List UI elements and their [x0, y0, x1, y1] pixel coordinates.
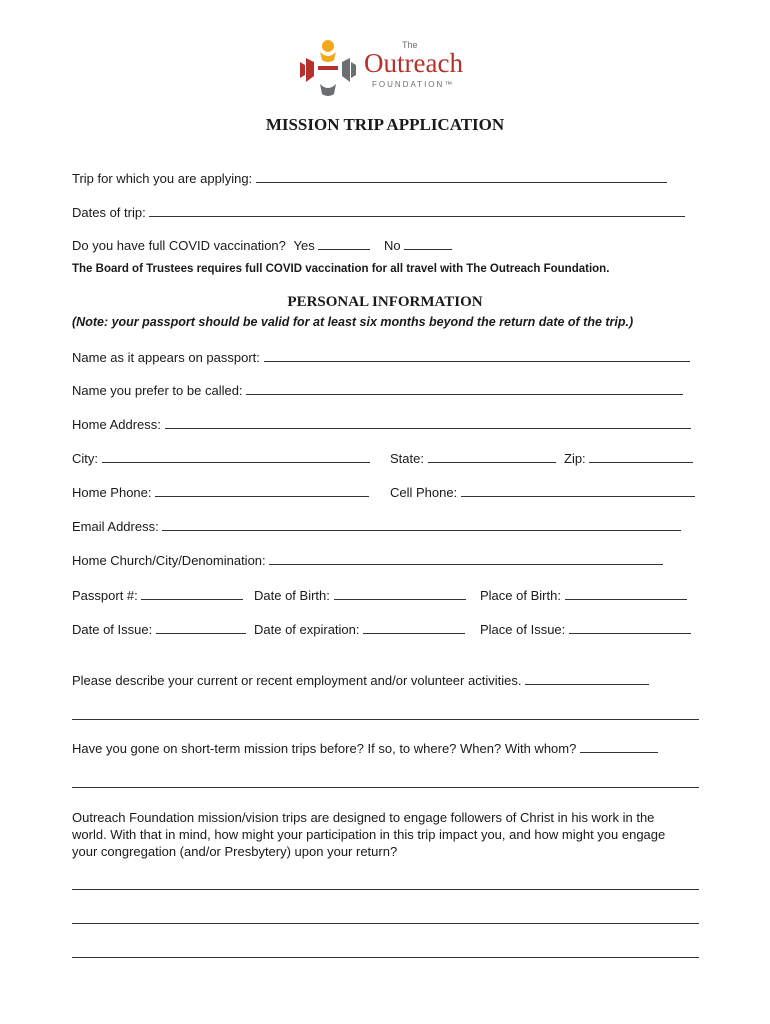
employment-question-text: Please describe your current or recent employment and/or volunteer activities. — [72, 673, 522, 688]
issue-date-field — [72, 622, 246, 638]
covid-yes-input-line[interactable] — [318, 238, 370, 250]
passport-number-field — [72, 588, 243, 604]
logo-foundation-text: FOUNDATION™ — [372, 80, 455, 89]
covid-requirement-notice: The Board of Trustees requires full COVID vaccination for all travel with The Outreach Foundation. — [72, 263, 610, 275]
pob-input-line[interactable] — [565, 588, 687, 600]
home-phone-label: Home Phone: — [72, 485, 152, 500]
church-input-line[interactable] — [269, 553, 663, 565]
covid-label: Do you have full COVID vaccination? — [72, 238, 286, 253]
email-field — [72, 519, 681, 535]
passport-number-label: Passport #: — [72, 588, 138, 603]
past-trips-question-text: Have you gone on short-term mission trips before? If so, to where? When? With whom? — [72, 741, 577, 756]
expiration-input-line[interactable] — [363, 622, 465, 634]
vision-question-text: Outreach Foundation mission/vision trips are designed to engage followers of Christ in his work in the world. With that in mind, how might your participation in this trip impact you, and how might you engage your congregation (and/or Presbytery) upon your return? — [72, 810, 666, 859]
city-input-line[interactable] — [102, 451, 370, 463]
preferred-name-field — [72, 383, 683, 399]
past-trips-question — [72, 741, 658, 757]
covid-field — [72, 238, 452, 254]
covid-no-label: No — [383, 238, 401, 253]
past-trips-answer-line[interactable] — [72, 787, 699, 788]
address-input-line[interactable] — [165, 417, 691, 429]
preferred-name-label: Name you prefer to be called: — [72, 383, 243, 398]
dob-label: Date of Birth: — [254, 588, 330, 603]
logo-the-text: The — [402, 40, 418, 50]
pob-label: Place of Birth: — [480, 588, 561, 603]
page-title: MISSION TRIP APPLICATION — [265, 115, 505, 134]
employment-answer-line[interactable] — [72, 719, 699, 720]
dob-field — [254, 588, 466, 604]
email-label: Email Address: — [72, 519, 159, 534]
zip-field — [564, 451, 693, 467]
email-input-line[interactable] — [162, 519, 681, 531]
state-field — [390, 451, 556, 467]
covid-yes-label: Yes — [293, 238, 315, 253]
passport-number-input-line[interactable] — [141, 588, 243, 600]
home-phone-field — [72, 485, 369, 501]
preferred-name-input-line[interactable] — [246, 383, 683, 395]
logo-outreach-text: Outreach — [364, 48, 463, 78]
state-input-line[interactable] — [428, 451, 556, 463]
personal-info-heading: PERSONAL INFORMATION — [287, 294, 483, 310]
employment-input-line[interactable] — [525, 673, 649, 685]
dates-input-line[interactable] — [149, 205, 685, 217]
trip-input-line[interactable] — [256, 171, 667, 183]
passport-name-field — [72, 350, 690, 366]
trip-field — [72, 171, 667, 187]
home-phone-input-line[interactable] — [155, 485, 369, 497]
address-field — [72, 417, 691, 433]
expiration-label: Date of expiration: — [254, 622, 360, 637]
dates-field — [72, 205, 685, 221]
dob-input-line[interactable] — [334, 588, 466, 600]
past-trips-input-line[interactable] — [580, 741, 658, 753]
issue-place-field — [480, 622, 691, 638]
vision-answer-line-3[interactable] — [72, 957, 699, 958]
issue-place-label: Place of Issue: — [480, 622, 566, 637]
vision-answer-line-1[interactable] — [72, 889, 699, 890]
church-field — [72, 553, 663, 569]
passport-name-input-line[interactable] — [264, 350, 690, 362]
zip-label: Zip: — [564, 451, 586, 466]
outreach-foundation-logo — [298, 40, 473, 100]
covid-no-input-line[interactable] — [404, 238, 452, 250]
cell-phone-input-line[interactable] — [461, 485, 695, 497]
zip-input-line[interactable] — [589, 451, 693, 463]
issue-date-label: Date of Issue: — [72, 622, 153, 637]
issue-date-input-line[interactable] — [156, 622, 246, 634]
city-field — [72, 451, 370, 467]
vision-answer-line-2[interactable] — [72, 923, 699, 924]
pob-field — [480, 588, 687, 604]
dates-label: Dates of trip: — [72, 205, 146, 220]
church-label: Home Church/City/Denomination: — [72, 553, 266, 568]
employment-question — [72, 673, 649, 689]
trip-label: Trip for which you are applying: — [72, 171, 253, 186]
expiration-field — [254, 622, 465, 638]
cell-phone-field — [390, 485, 695, 501]
passport-name-label: Name as it appears on passport: — [72, 350, 260, 365]
issue-place-input-line[interactable] — [569, 622, 691, 634]
city-label: City: — [72, 451, 98, 466]
address-label: Home Address: — [72, 417, 161, 432]
cell-phone-label: Cell Phone: — [390, 485, 458, 500]
state-label: State: — [390, 451, 424, 466]
passport-note: (Note: your passport should be valid for at least six months beyond the return date of the trip.) — [72, 315, 634, 329]
